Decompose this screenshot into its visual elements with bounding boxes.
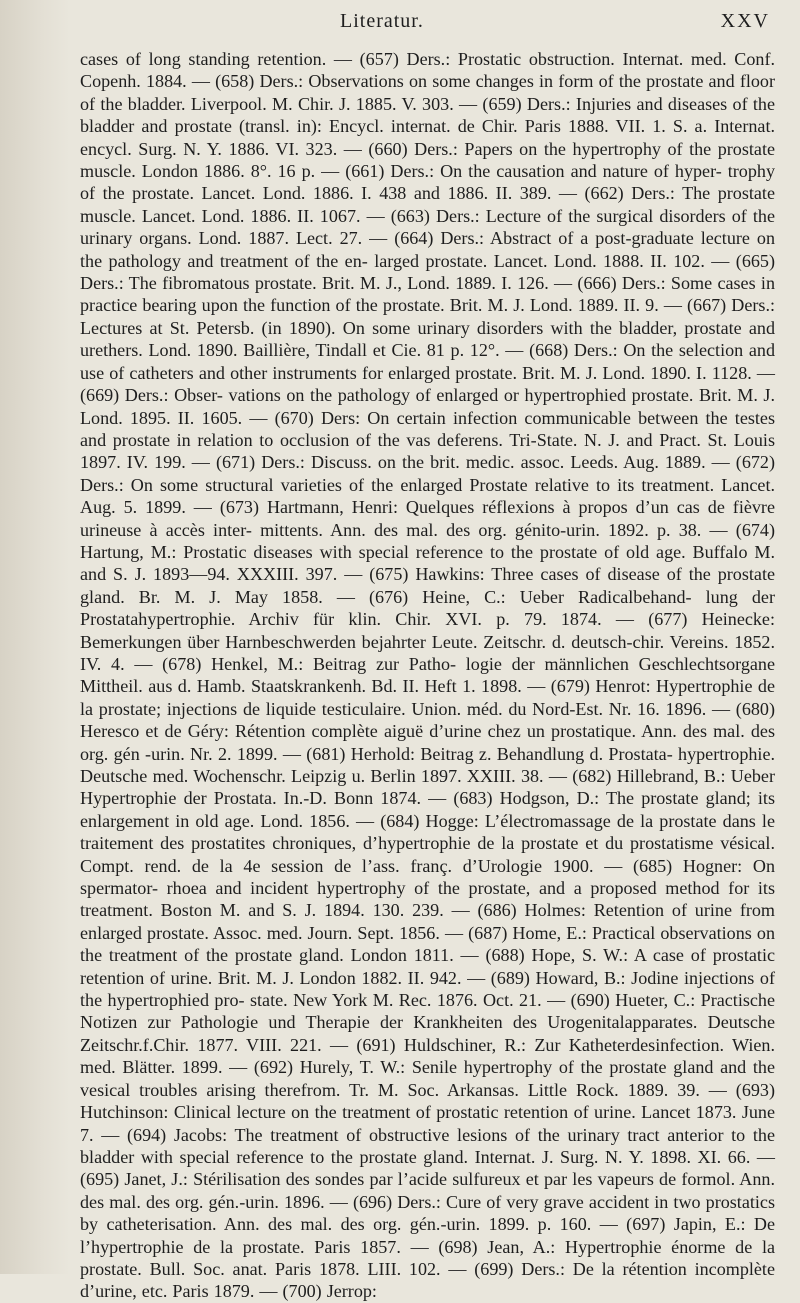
running-header [80, 10, 775, 40]
page-number: XXV [720, 10, 770, 32]
book-page [80, 10, 775, 1303]
page-gutter-shadow [0, 0, 70, 1274]
bibliography-text: cases of long standing retention. — (657) Ders.: Prostatic obstruction. Internat. med. Conf. Copenh. 1884. — (658) Ders.: Observations on some changes in form of the prostate and floor of the bladder. Liverpool. M. Chir. J. 1885. V. 303. — (659) Ders.: Injuries and diseases of the bladder and prostate (transl. in): Encycl. internat. de Chir. Paris 1888. VII. 1. S. a. Internat. encycl. Surg. N. Y. 1886. VI. 323. — (660) Ders.: Papers on the hypertrophy of the prostate muscle. London 1886. 8°. 16 p. — (661) Ders.: On the causation and nature of hyper- trophy of the prostate. Lancet. Lond. 1886. I. 438 and 1886. II. 389. — (662) Ders.: The prostate muscle. Lancet. Lond. 1886. II. 1067. — (663) Ders.: Lecture of the surgical disorders of the urinary organs. Lond. 1887. Lect. 27. — (664) Ders.: Abstract of a post-graduate lecture on the pathology and treatment of the en- larged prostate. Lancet. Lond. 1888. II. 102. — (665) Ders.: The fibromatous prostate. Brit. M. J., Lond. 1889. I. 126. — (666) Ders.: Some cases in practice bearing upon the function of the prostate. Brit. M. J. Lond. 1889. II. 9. — (667) Ders.: Lectures at St. Petersb. (in 1890). On some urinary disorders with the bladder, prostate and urethers. Lond. 1890. Baillière, Tindall et Cie. 81 p. 12°. — (668) Ders.: On the selection and use of catheters and other instruments for enlarged prostate. Brit. M. J. Lond. 1890. I. 1128. — (669) Ders.: Obser- vations on the pathology of enlarged or hypertrophied prostate. Brit. M. J. Lond. 1895. II. 1605. — (670) Ders: On certain infection communicable between the testes and prostate in relation to occlusion of the vas deferens. Tri-State. N. J. and Pract. St. Louis 1897. IV. 199. — (671) Ders.: Discuss. on the brit. medic. assoc. Leeds. Aug. 1889. — (672) Ders.: On some structural varieties of the enlarged Prostate relative to its treatment. Lancet. Aug. 5. 1899. — (673) Hartmann, Henri: Quelques réflexions à propos d’un cas de fièvre urineuse à accès inter- mittents. Ann. des mal. des org. génito-urin. 1892. p. 38. — (674) Hartung, M.: Prostatic diseases with special reference to the prostate of old age. Buffalo M. and S. J. 1893—94. XXXIII. 397. — (675) Hawkins: Three cases of disease of the prostate gland. Br. M. J. May 1858. — (676) Heine, C.: Ueber Radicalbehand- lung der Prostatahypertrophie. Archiv für klin. Chir. XVI. p. 79. 1874. — (677) Heinecke: Bemerkungen über Harnbeschwerden bejahrter Leute. Zeitschr. d. deutsch-chir. Vereins. 1852. IV. 4. — (678) Henkel, M.: Beitrag zur Patho- logie der männlichen Geschlechtsorgane Mittheil. aus d. Hamb. Staatskrankenh. Bd. II. Heft 1. 1898. — (679) Henrot: Hypertrophie de la prostate; injections de liquide testiculaire. Union. méd. du Nord-Est. Nr. 16. 1896. — (680) Heresco et de Géry: Rétention complète aiguë d’urine chez un prostatique. Ann. des mal. des org. gén -urin. Nr. 2. 1899. — (681) Herhold: Beitrag z. Behandlung d. Prostata- hypertrophie. Deutsche med. Wochenschr. Leipzig u. Berlin 1897. XXIII. 38. — (682) Hillebrand, B.: Ueber Hypertrophie der Prostata. In.-D. Bonn 1874. — (683) Hodgson, D.: The prostate gland; its enlargement in old age. Lond. 1856. — (684) Hogge: L’électromassage de la prostate dans le traitement des prostatites chroniques, d’hypertrophie de la prostate et du prostatisme vésical. Compt. rend. de la 4e session de l’ass. franç. d’Urologie 1900. — (685) Hogner: On spermator- rhoea and incident hypertrophy of the prostate, and a proposed method for its treatment. Boston M. and S. J. 1894. 130. 239. — (686) Holmes: Retention of urine from enlarged prostate. Assoc. med. Journ. Sept. 1856. — (687) Home, E.: Practical observations on the treatment of the prostate gland. London 1811. — (688) Hope, S. W.: A case of prostatic retention of urine. Brit. M. J. London 1882. II. 942. — (689) Howard, B.: Jodine injections of the hypertrophied pro- state. New York M. Rec. 1876. Oct. 21. — (690) Hueter, C.: Practische Notizen zur Pathologie und Therapie der Krankheiten des Urogenitalapparates. Deutsche Zeitschr.f.Chir. 1877. VIII. 221. — (691) Huldschiner, R.: Zur Katheterdesinfection. Wien. med. Blätter. 1899. — (692) Hurely, T. W.: Senile hypertrophy of the prostate gland and the vesical troubles arising therefrom. Tr. M. Soc. Arkansas. Little Rock. 1889. 39. — (693) Hutchinson: Clinical lecture on the treatment of prostatic retention of urine. Lancet 1873. June 7. — (694) Jacobs: The treatment of obstructive lesions of the urinary tract anterior to the bladder with special reference to the prostate gland. Internat. J. Surg. N. Y. 1898. XI. 66. — (695) Janet, J.: Stérilisation des sondes par l’acide sulfureux et par les vapeurs de formol. Ann. des mal. des org. gén.-urin. 1896. — (696) Ders.: Cure of very grave accident in two prostatics by catheterisation. Ann. des mal. des org. gén.-urin. 1899. p. 160. — (697) Japin, E.: De l’hypertrophie de la prostate. Paris 1857. — (698) Jean, A.: Hypertrophie énorme de la prostate. Bull. Soc. anat. Paris 1878. LIII. 102. — (699) Ders.: De la rétention incomplète d’urine, etc. Paris 1879. — (700) Jerrop: [80, 49, 775, 1302]
running-title: Literatur. [340, 10, 424, 32]
